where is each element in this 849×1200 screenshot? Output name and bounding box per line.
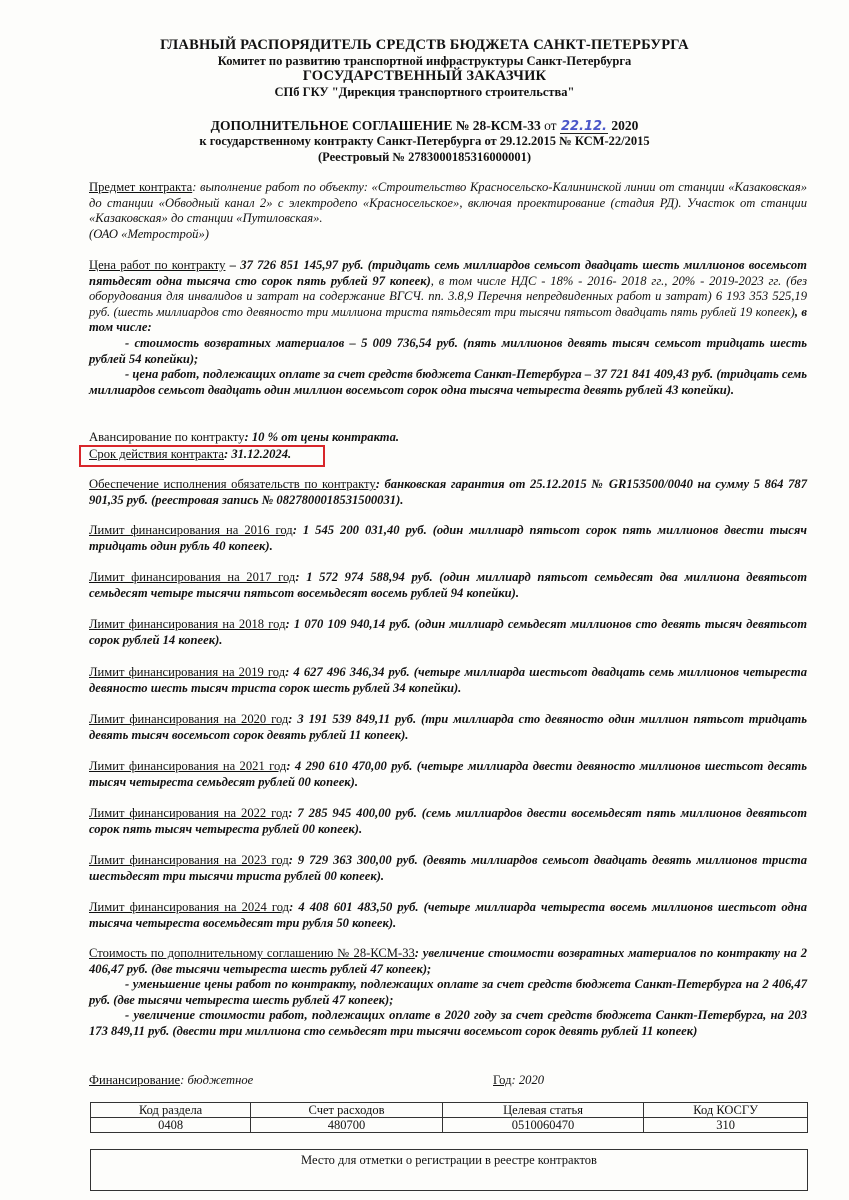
term-value: : 31.12.2024. [223, 447, 292, 461]
financing-field [89, 1073, 253, 1088]
limit-value: : 9 729 363 300,00 руб. (девять миллиардов семьсот двадцать девять миллионов триста шестьдесят три тысячи триста рублей 00 копеек). [89, 853, 807, 883]
agreement-title-text: ДОПОЛНИТЕЛЬНОЕ СОГЛАШЕНИЕ № 28-КСМ-33 [210, 118, 541, 133]
budget-code-table [90, 1102, 808, 1133]
subject-paragraph [89, 180, 807, 242]
limit-label: Лимит финансирования на 2017 год [89, 570, 296, 584]
cost-item-decrease: - уменьшение цены работ по контракту, подлежащих оплате за счет средств бюджета Санкт-Петербурга на 2 406,47 руб. (две тысячи четыреста шесть рублей 47 копеек); [89, 977, 807, 1007]
year-value: : 2020 [511, 1073, 545, 1087]
year-field [493, 1073, 544, 1088]
year-label: Год [493, 1073, 512, 1087]
registry-mark-label: Место для отметки о регистрации в реестре контрактов [301, 1153, 597, 1167]
financing-value: : бюджетное [180, 1073, 254, 1087]
advance-label: Авансирование по контракту [89, 430, 245, 444]
table-header-cell: Целевая статья [442, 1103, 643, 1118]
limit-2016 [89, 523, 807, 554]
registry-mark-box [90, 1149, 808, 1191]
limit-2024 [89, 900, 807, 931]
table-header-cell: Код раздела [91, 1103, 251, 1118]
table-cell: 480700 [251, 1118, 443, 1133]
price-vat: , в том числе НДС - 18% - 2016- 2018 гг., 20% - 2019-2023 гг. (без оборудования для инвалидов и затрат на содержание ВГСЧ. пп. 3.8,9 Перечня непредвиденных работ и затрат) 6 193 353 525,19 руб. (шесть миллиардов сто девяносто три миллиона триста пятьдесят три тысячи пятьсот двадцать пять рублей 19 копеек) [89, 273, 808, 319]
price-including: , в том числе: [89, 304, 807, 335]
price-paragraph [89, 258, 807, 398]
cost-intro: : увеличение стоимости возвратных материалов по контракту на 2 406,47 руб. (две тысячи четыреста шесть рублей 47 копеек); [89, 946, 807, 976]
table-row [91, 1118, 808, 1133]
header-line-1: ГЛАВНЫЙ РАСПОРЯДИТЕЛЬ СРЕДСТВ БЮДЖЕТА САНКТ-ПЕТЕРБУРГА [160, 37, 689, 53]
registry-number: (Реестровый № 2783000185316000001) [317, 150, 532, 164]
table-cell: 0408 [91, 1118, 251, 1133]
contractor-name: (ОАО «Метрострой») [89, 226, 209, 241]
advance-value: : 10 % от цены контракта. [244, 430, 400, 444]
table-cell: 310 [644, 1118, 808, 1133]
limit-value: : 1 572 974 588,94 руб. (один миллиард пятьсот семьдесят два миллиона девятьсот семьдесят четыре тысячи пятьсот восемьдесят восемь рублей 94 копейки). [89, 570, 807, 600]
limit-2017 [89, 570, 807, 601]
financing-label: Финансирование [89, 1073, 181, 1087]
limit-label: Лимит финансирования на 2021 год [89, 759, 287, 773]
limit-value: : 1 545 200 031,40 руб. (один миллиард пятьсот сорок пять миллионов двести тысяч тридцать один рубль 40 копеек). [89, 523, 807, 553]
agreement-title [0, 118, 849, 134]
handwritten-date: 22.12. [560, 119, 607, 134]
limit-2023 [89, 853, 807, 884]
agreement-year: 2020 [611, 118, 639, 133]
subject-text: : выполнение работ по объекту: «Строительство Красносельско-Калининской линии от станции «Казаковская» до станции «Обводный канал 2» с электродепо «Красносельское», включая проектирование (стадия РД). Участок от станции «Казаковская» до станции «Путиловская». [89, 180, 807, 226]
limit-2018 [89, 617, 807, 648]
limit-label: Лимит финансирования на 2024 год [89, 900, 290, 914]
limit-label: Лимит финансирования на 2019 год [89, 665, 286, 679]
header-line-3: ГОСУДАРСТВЕННЫЙ ЗАКАЗЧИК [302, 68, 547, 84]
limit-label: Лимит финансирования на 2016 год [89, 523, 293, 537]
term-highlight-box [79, 445, 325, 467]
header-line-2: Комитет по развитию транспортной инфраструктуры Санкт-Петербурга [217, 54, 632, 68]
table-header-row [91, 1103, 808, 1118]
table-header-cell: Счет расходов [251, 1103, 443, 1118]
limit-label: Лимит финансирования на 2018 год [89, 617, 286, 631]
limit-value: : 3 191 539 849,11 руб. (три миллиарда сто девяносто один миллион пятьсот тридцать девять тысяч восемьсот сорок девять рублей 11 копеек). [89, 712, 807, 742]
limit-label: Лимит финансирования на 2020 год [89, 712, 289, 726]
limit-value: : 4 408 601 483,50 руб. (четыре миллиарда четыреста восемь миллионов шестьсот одна тысяча четыреста восемьдесят три рубля 50 копеек). [89, 900, 807, 930]
term-label: Срок действия контракта [89, 447, 224, 461]
advance-paragraph [89, 430, 807, 446]
limit-2020 [89, 712, 807, 743]
limit-2021 [89, 759, 807, 790]
cost-item-increase: - увеличение стоимости работ, подлежащих оплате в 2020 году за счет средств бюджета Санкт-Петербурга, на 203 173 849,11 руб. (двести три миллиона сто семьдесят три тысячи восемьсот сорок девять рублей 11 копеек) [89, 1008, 807, 1038]
agreement-from: от [544, 118, 557, 133]
limit-2022 [89, 806, 807, 837]
cost-label: Стоимость по дополнительному соглашению № 28-КСМ-33 [89, 946, 415, 960]
limit-value: : 1 070 109 940,14 руб. (один миллиард семьдесят миллионов сто девять тысяч девятьсот сорок рублей 14 копеек). [89, 617, 807, 647]
subject-label: Предмет контракта [89, 180, 193, 194]
price-value: – 37 726 851 145,97 руб. (тридцать семь миллиардов семьсот двадцать шесть миллионов восемьсот пятьдесят одна тысяча сто сорок пять рублей 97 копеек) [89, 258, 807, 288]
table-header-cell: Код КОСГУ [644, 1103, 808, 1118]
price-item-budget: - цена работ, подлежащих оплате за счет средств бюджета Санкт-Петербурга – 37 721 841 409,43 руб. (тридцать семь миллиардов семьсот двадцать один миллион восемьсот сорок одна тысяча четыреста девять рублей 43 копейки). [89, 367, 807, 397]
contract-reference: к государственному контракту Санкт-Петербурга от 29.12.2015 № КСМ-22/2015 [199, 134, 650, 148]
limit-value: : 7 285 945 400,00 руб. (семь миллиардов двести восемьдесят пять миллионов девятьсот сорок пять тысяч четыреста рублей 00 копеек). [89, 806, 807, 836]
limit-label: Лимит финансирования на 2023 год [89, 853, 289, 867]
header-line-4: СПб ГКУ "Дирекция транспортного строительства" [274, 85, 575, 99]
price-item-returnable: - стоимость возвратных материалов – 5 009 736,54 руб. (пять миллионов девять тысяч семьсот тридцать шесть рублей 54 копейки); [89, 335, 807, 366]
table-cell: 0510060470 [442, 1118, 643, 1133]
security-label: Обеспечение исполнения обязательств по контракту [89, 477, 376, 491]
limit-value: : 4 627 496 346,34 руб. (четыре миллиарда шестьсот двадцать семь миллионов четыреста девяносто шесть тысяч триста сорок шесть рублей 34 копейки). [89, 665, 807, 695]
price-label: Цена работ по контракту [89, 258, 226, 272]
cost-paragraph [89, 946, 807, 1040]
limit-label: Лимит финансирования на 2022 год [89, 806, 289, 820]
security-paragraph [89, 477, 807, 508]
limit-value: : 4 290 610 470,00 руб. (четыре миллиарда двести девяносто миллионов шестьсот десять тысяч четыреста семьдесят рублей 00 копеек). [89, 759, 807, 789]
security-value: : банковская гарантия от 25.12.2015 № GR153500/0040 на сумму 5 864 787 901,35 руб. (реестровая запись № 0827800018531500031). [89, 477, 807, 507]
limit-2019 [89, 665, 807, 696]
